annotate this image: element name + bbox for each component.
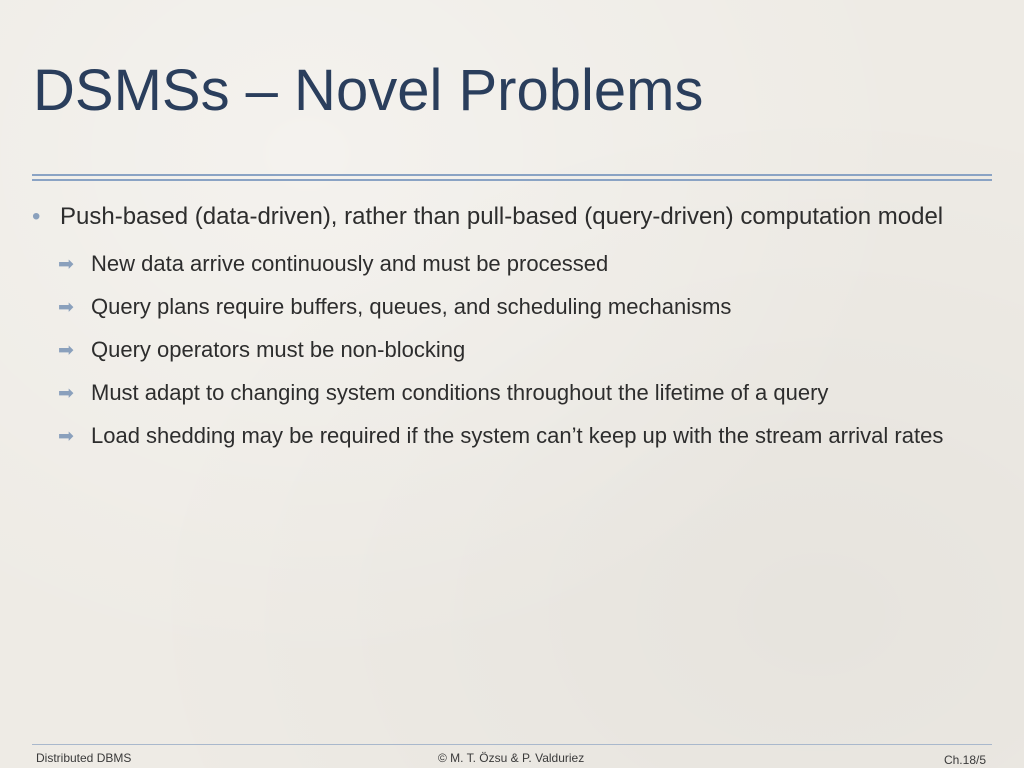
title-divider-bottom <box>32 179 992 181</box>
arrow-right-icon: ➡ <box>58 425 74 447</box>
sub-bullet-text: Load shedding may be required if the system can’t keep up with the stream arrival rates <box>91 423 944 448</box>
sub-bullet-item <box>58 249 992 279</box>
sub-bullet-item <box>58 421 992 451</box>
main-bullet-text: Push-based (data-driven), rather than pull-based (query-driven) computation model <box>60 203 944 230</box>
sub-bullet-item <box>58 292 992 322</box>
sub-bullet-item <box>58 378 992 408</box>
footer-copyright: © M. T. Özsu & P. Valduriez <box>438 751 585 765</box>
sub-bullet-text: Query plans require buffers, queues, and scheduling mechanisms <box>91 294 732 319</box>
main-bullet <box>32 200 992 233</box>
slide-title: DSMSs – Novel Problems <box>33 58 704 123</box>
bullet-dot-icon: • <box>32 203 41 230</box>
arrow-right-icon: ➡ <box>58 296 74 318</box>
sub-bullet-text: New data arrive continuously and must be processed <box>91 251 609 276</box>
sub-bullet-text: Query operators must be non-blocking <box>91 337 466 362</box>
sub-bullet-list <box>32 249 992 451</box>
footer-course-name: Distributed DBMS <box>36 751 132 765</box>
footer-page-number: Ch.18/5 <box>943 753 986 767</box>
footer-divider <box>32 744 992 745</box>
sub-bullet-text: Must adapt to changing system conditions throughout the lifetime of a query <box>91 380 829 405</box>
arrow-right-icon: ➡ <box>58 339 74 361</box>
slide-content <box>32 200 992 464</box>
title-divider-top <box>32 174 992 176</box>
arrow-right-icon: ➡ <box>58 382 74 404</box>
sub-bullet-item <box>58 335 992 365</box>
arrow-right-icon: ➡ <box>58 253 74 275</box>
